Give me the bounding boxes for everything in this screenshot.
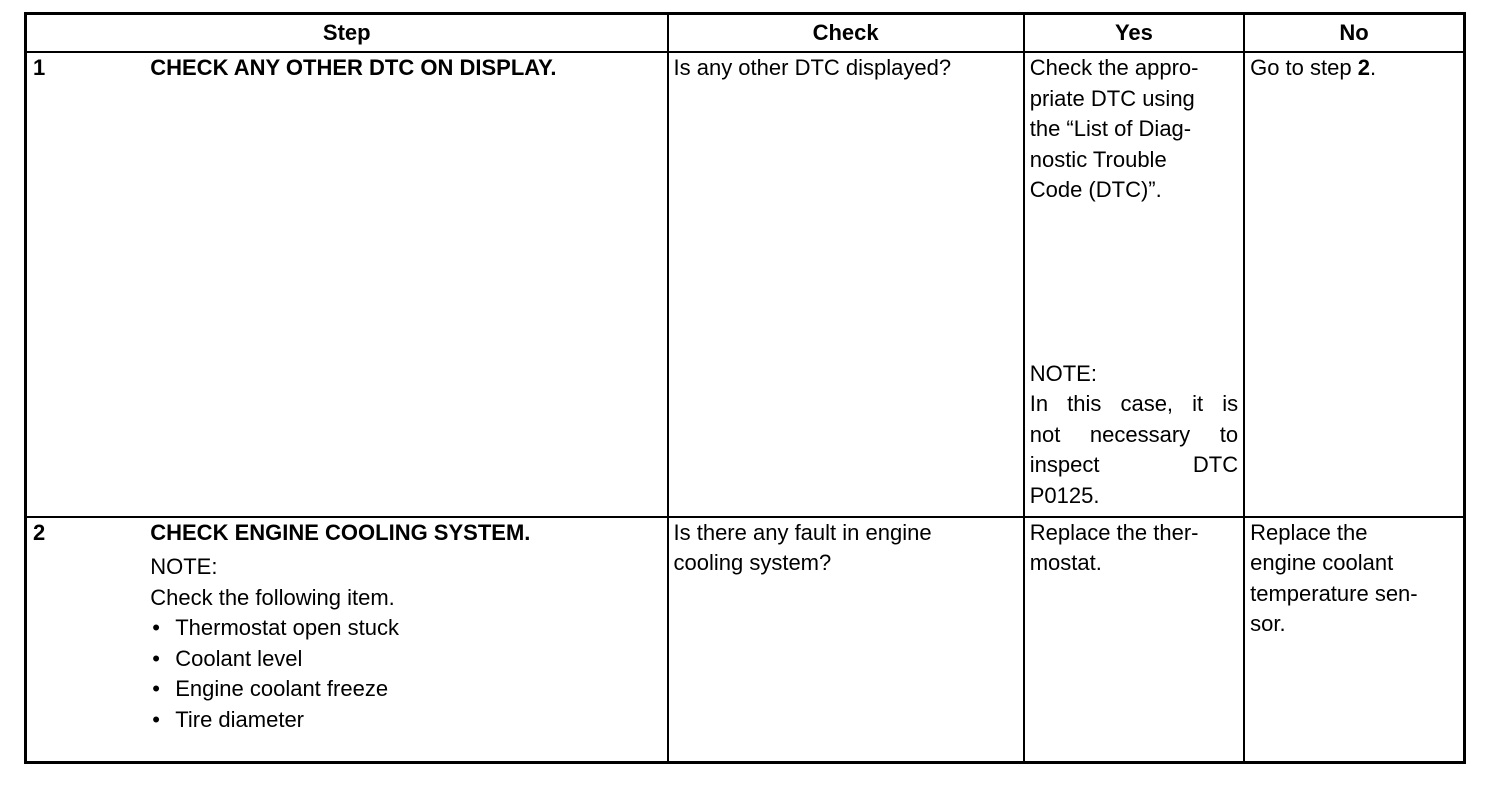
- no-line: temperature sen-: [1250, 580, 1418, 606]
- header-row: [26, 14, 1465, 53]
- list-item: • Engine coolant freeze: [150, 674, 661, 705]
- step-title: CHECK ANY OTHER DTC ON DISPLAY.: [150, 55, 557, 80]
- table-row: [26, 52, 1465, 517]
- step-description: [144, 517, 667, 763]
- step-number: 1: [26, 52, 145, 517]
- yes-note-line: inspect DTC: [1029, 452, 1239, 477]
- no-step-reference: 2: [1357, 55, 1370, 80]
- no-line: engine coolant: [1250, 550, 1394, 576]
- list-item: • Coolant level: [150, 644, 661, 675]
- check-cell: [668, 52, 1024, 517]
- no-suffix: .: [1369, 55, 1377, 80]
- table-row: [26, 517, 1465, 763]
- check-items-list: [150, 613, 661, 735]
- yes-spacer: [1030, 206, 1238, 359]
- header-step: Step: [26, 14, 668, 53]
- list-item: • Thermostat open stuck: [150, 613, 661, 644]
- header-yes: Yes: [1024, 14, 1244, 53]
- check-line: cooling system?: [673, 550, 832, 576]
- yes-note-label: NOTE:: [1029, 360, 1097, 386]
- yes-line: mostat.: [1029, 550, 1102, 576]
- yes-line: Replace the ther-: [1029, 519, 1199, 545]
- yes-line: the “List of Diag-: [1029, 116, 1192, 141]
- no-line: sor.: [1250, 611, 1286, 637]
- yes-note-line: P0125.: [1029, 482, 1100, 508]
- check-cell: [668, 517, 1024, 763]
- yes-line: Code (DTC)”.: [1029, 177, 1162, 202]
- diagnostic-table: [24, 12, 1466, 764]
- yes-line: Check the appro-: [1029, 55, 1199, 80]
- step-number: 2: [26, 517, 145, 763]
- header-check: Check: [668, 14, 1024, 53]
- no-cell: [1244, 52, 1464, 517]
- yes-cell: [1024, 52, 1244, 517]
- no-line: Replace the: [1250, 519, 1368, 545]
- yes-cell: [1024, 517, 1244, 763]
- yes-note-line: In this case, it is: [1029, 391, 1239, 416]
- yes-note-line: not necessary to: [1029, 421, 1239, 447]
- yes-line: nostic Trouble: [1029, 146, 1167, 172]
- no-prefix: Go to step: [1250, 55, 1358, 80]
- step-title: CHECK ENGINE COOLING SYSTEM.: [150, 519, 531, 545]
- yes-line: priate DTC using: [1029, 85, 1195, 111]
- list-item: • Tire diameter: [150, 705, 661, 736]
- check-question: Is any other DTC displayed?: [673, 55, 952, 80]
- no-cell: [1244, 517, 1464, 763]
- check-line: Is there any fault in engine: [673, 519, 932, 545]
- note-label: NOTE:: [150, 554, 218, 580]
- step-description: [144, 52, 667, 517]
- note-text: Check the following item.: [150, 584, 395, 610]
- header-no: No: [1244, 14, 1464, 53]
